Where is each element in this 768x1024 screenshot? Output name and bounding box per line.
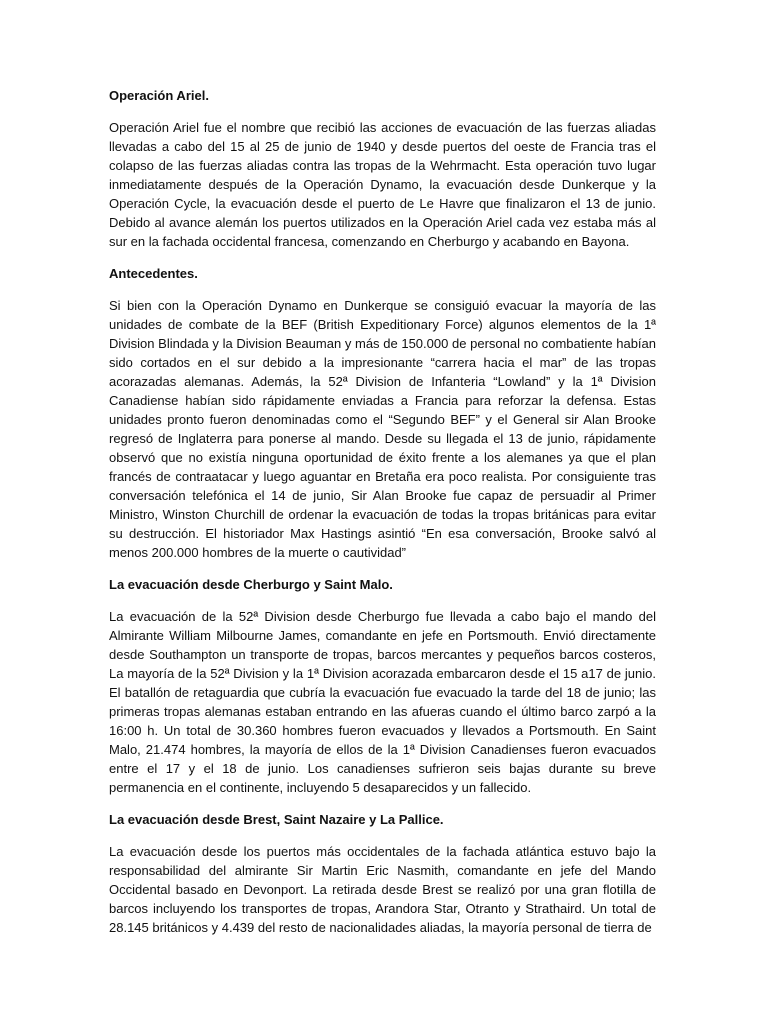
paragraph-cherburgo: La evacuación de la 52ª Division desde Cherburgo fue llevada a cabo bajo el mando del Almirante William Milbourne James, comandante en jefe en Portsmouth. Envió directamente desde Southampton un transporte de tropas, barcos mercantes y pequeños barcos costeros, La mayoría de la 52ª Division y la 1ª Division acorazada embarcaron desde el 15 a17 de junio. El batallón de retaguardia que cubría la evacuación fue evacuado la tarde del 18 de junio; las primeras tropas alemanas estaban entrando en las afueras cuando el último barco zarpó a la 16:00 h. Un total de 30.360 hombres fueron evacuados y llevados a Portsmouth. En Saint Malo, 21.474 hombres, la mayoría de ellos de la 1ª Division Canadienses fueron evacuados entre el 17 y el 18 de junio. Los canadienses sufrieron seis bajas durante su breve permanencia en el continente, incluyendo 5 desaparecidos y un fallecido.: [109, 609, 656, 795]
section-heading-antecedentes: Antecedentes.: [109, 266, 198, 281]
section-heading-brest: La evacuación desde Brest, Saint Nazaire y La Pallice.: [109, 812, 444, 827]
paragraph-brest: La evacuación desde los puertos más occidentales de la fachada atlántica estuvo bajo la responsabilidad del almirante Sir Martin Eric Nasmith, comandante en jefe del Mando Occidental basado en Devonport. La retirada desde Brest se realizó por una gran flotilla de barcos incluyendo los transportes de tropas, Arandora Star, Otranto y Strathaird. Un total de 28.145 británicos y 4.439 del resto de nacionalidades aliadas, la mayoría personal de tierra de: [109, 844, 656, 935]
section-heading-operacion-ariel: Operación Ariel.: [109, 88, 209, 103]
paragraph-operacion-ariel: Operación Ariel fue el nombre que recibió las acciones de evacuación de las fuerzas aliadas llevadas a cabo del 15 al 25 de junio de 1940 y desde puertos del oeste de Francia tras el colapso de las fuerzas aliadas contra las tropas de la Wehrmacht. Esta operación tuvo lugar inmediatamente después de la Operación Dynamo, la evacuación desde Dunkerque y la Operación Cycle, la evacuación desde el puerto de Le Havre que finalizaron el 13 de junio. Debido al avance alemán los puertos utilizados en la Operación Ariel cada vez estaba más al sur en la fachada occidental francesa, comenzando en Cherburgo y acabando en Bayona.: [109, 120, 656, 249]
paragraph-antecedentes: Si bien con la Operación Dynamo en Dunkerque se consiguió evacuar la mayoría de las unidades de combate de la BEF (British Expeditionary Force) algunos elementos de la 1ª Division Blindada y la Division Beauman y más de 150.000 de personal no combatiente habían sido cortados en el sur debido a la impresionante “carrera hacia el mar” de las tropas acorazadas alemanas. Además, la 52ª Division de Infanteria “Lowland” y la 1ª Division Canadiense habían sido rápidamente enviadas a Francia para reforzar la defensa. Estas unidades pronto fueron denominadas como el “Segundo BEF” y el General sir Alan Brooke regresó de Inglaterra para ponerse al mando. Desde su llegada el 13 de junio, rápidamente observó que no existía ninguna oportunidad de éxito frente a los alemanes ya que el plan francés de contraatacar y luego aguantar en Bretaña era poco realista. Por consiguiente tras conversación telefónica el 14 de junio, Sir Alan Brooke fue capaz de persuadir al Primer Ministro, Winston Churchill de ordenar la evacuación de todas la tropas británicas para evitar su destrucción. El historiador Max Hastings asintió “En esa conversación, Brooke salvó al menos 200.000 hombres de la muerte o cautividad”: [109, 298, 656, 560]
section-heading-cherburgo: La evacuación desde Cherburgo y Saint Malo.: [109, 577, 393, 592]
